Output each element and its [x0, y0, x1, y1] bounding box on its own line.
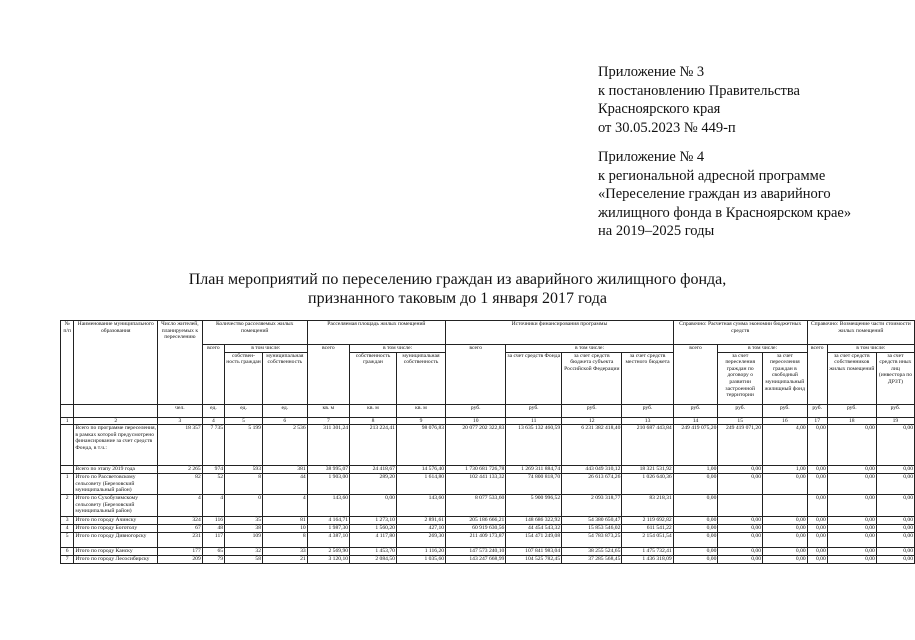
header-finance-total: всего — [446, 345, 506, 405]
table-row — [61, 516, 915, 524]
unit-cell: руб. — [506, 404, 562, 417]
resettlement-plan-table — [60, 320, 915, 564]
table-row — [61, 555, 915, 563]
row-number-cell: 6 — [61, 547, 74, 555]
value-cell: 381 — [262, 466, 307, 474]
value-cell: 0,00 — [763, 474, 808, 495]
value-cell: 83 218,31 — [622, 494, 673, 516]
plan-title — [0, 270, 915, 308]
value-cell: 1 560,20 — [350, 524, 397, 532]
value-cell: 0,00 — [718, 466, 763, 474]
value-cell: 0,00 — [876, 532, 914, 547]
value-cell: 177 — [158, 547, 203, 555]
column-number-cell: 5 — [225, 417, 263, 425]
column-number-cell: 12 — [562, 417, 622, 425]
value-cell: 8 — [225, 474, 263, 495]
value-cell: 148 686 322,92 — [506, 516, 562, 524]
units-row — [61, 404, 915, 417]
value-cell: 1 026 640,36 — [622, 474, 673, 495]
value-cell: 4 — [158, 494, 203, 516]
value-cell: 0,00 — [876, 524, 914, 532]
appendix-4-line: Приложение № 4 — [598, 149, 705, 165]
table-row — [61, 474, 915, 495]
value-cell: 0 — [225, 494, 263, 516]
value-cell: 0,00 — [807, 555, 827, 563]
unit-cell: руб. — [673, 404, 718, 417]
row-number-cell — [61, 466, 74, 474]
value-cell: 1 035,60 — [396, 555, 445, 563]
row-number-cell: 2 — [61, 494, 74, 516]
value-cell: 324 — [158, 516, 203, 524]
header-rooms-total: всего — [202, 345, 224, 405]
unit-cell: руб. — [807, 404, 827, 417]
value-cell: 3 120,10 — [307, 555, 349, 563]
municipality-name-cell: Итого по Сухобузимскому сельсовету (Березовский муниципальный район) — [74, 494, 158, 516]
value-cell: 0,00 — [807, 524, 827, 532]
value-cell: 109 — [225, 532, 263, 547]
value-cell: 0,00 — [673, 524, 718, 532]
value-cell: 0,00 — [807, 474, 827, 495]
appendix-4-line: на 2019–2025 годы — [598, 223, 715, 239]
header-ref1-total: всего — [673, 345, 718, 405]
value-cell: 0,00 — [673, 532, 718, 547]
value-cell: 1 269 311 884,74 — [506, 466, 562, 474]
value-cell — [763, 494, 808, 516]
value-cell: 107 841 983,04 — [506, 547, 562, 555]
value-cell: 0,00 — [673, 474, 718, 495]
value-cell: 2 093 318,77 — [562, 494, 622, 516]
appendix-3-block — [598, 63, 800, 137]
value-cell: 211 409 173,87 — [446, 532, 506, 547]
header-area-total: всего — [307, 345, 349, 405]
value-cell: 44 454 543,32 — [506, 524, 562, 532]
value-cell: 54 380 650,47 — [562, 516, 622, 524]
header-residents: Число жителей, планируемых к переселению — [158, 321, 203, 405]
value-cell: 147 573 240,10 — [446, 547, 506, 555]
value-cell: 0,00 — [827, 466, 876, 474]
value-cell: 0,00 — [763, 532, 808, 547]
row-number-cell: 3 — [61, 516, 74, 524]
value-cell: 0,00 — [827, 425, 876, 466]
value-cell: 249 419 075,20 — [673, 425, 718, 466]
unit-cell: руб. — [827, 404, 876, 417]
value-cell: 289,20 — [350, 474, 397, 495]
value-cell: 1 436 318,09 — [622, 555, 673, 563]
value-cell: 2 154 051,54 — [622, 532, 673, 547]
value-cell: 0,00 — [350, 494, 397, 516]
value-cell: 0,00 — [827, 555, 876, 563]
value-cell: 8 — [262, 532, 307, 547]
appendix-4-line: «Переселение граждан из аварийного — [598, 186, 831, 202]
value-cell: 0,00 — [673, 516, 718, 524]
plan-title-line: План мероприятий по переселению граждан из аварийного жилищного фонда, — [188, 271, 727, 288]
value-cell: 0,00 — [876, 494, 914, 516]
unit-cell: чел. — [158, 404, 203, 417]
table-row — [61, 466, 915, 474]
value-cell: 37 285 568,45 — [562, 555, 622, 563]
value-cell: 82 — [158, 474, 203, 495]
header-econ2: за счет переселения граждан в свободный муниципальный жилищный фонд — [763, 352, 808, 404]
row-number-cell: 4 — [61, 524, 74, 532]
value-cell: 210 687 443,84 — [622, 425, 673, 466]
header-area-municipal: муниципальная собственность — [396, 352, 445, 404]
value-cell: 38 255 524,65 — [562, 547, 622, 555]
value-cell: 154 471 249,08 — [506, 532, 562, 547]
value-cell: 0,00 — [827, 532, 876, 547]
value-cell: 0,00 — [827, 524, 876, 532]
unit-cell — [74, 404, 158, 417]
header-ref2-incl: в том числе: — [827, 345, 914, 353]
header-fund: за счет средств Фонда — [506, 352, 562, 404]
header-area-group: Расселяемая площадь жилых помещений — [307, 321, 445, 345]
value-cell: 38 995,07 — [307, 466, 349, 474]
value-cell: 0,00 — [807, 516, 827, 524]
value-cell: 20 077 202 322,83 — [446, 425, 506, 466]
value-cell: 0,00 — [718, 524, 763, 532]
value-cell: 7 735 — [202, 425, 224, 466]
header-comp1: за счет средств собственников жилых помещений — [827, 352, 876, 404]
column-number-cell: 1 — [61, 417, 74, 425]
value-cell: 0,00 — [673, 555, 718, 563]
value-cell: 205 186 666,21 — [446, 516, 506, 524]
unit-cell — [61, 404, 74, 417]
value-cell: 249 419 071,20 — [718, 425, 763, 466]
value-cell: 593 — [225, 466, 263, 474]
appendix-3-line: к постановлению Правительства — [598, 82, 800, 99]
header-econ1: за счет переселения граждан по договору о развитии застроенной территории — [718, 352, 763, 404]
value-cell: 79 — [202, 555, 224, 563]
value-cell: 14 576,40 — [396, 466, 445, 474]
value-cell: 611 541,22 — [622, 524, 673, 532]
value-cell: 18 357 — [158, 425, 203, 466]
value-cell: 104 525 782,45 — [506, 555, 562, 563]
value-cell: 0,00 — [718, 555, 763, 563]
municipality-name-cell: Итого по городу Ачинску — [74, 516, 158, 524]
row-number-cell: 5 — [61, 532, 74, 547]
value-cell: 1 273,10 — [350, 516, 397, 524]
column-number-cell: 9 — [396, 417, 445, 425]
value-cell: 52 — [202, 474, 224, 495]
value-cell: 0,00 — [807, 547, 827, 555]
header-area-citizens: собственность граждан — [350, 352, 397, 404]
unit-cell: кв. м — [307, 404, 349, 417]
table-row — [61, 547, 915, 555]
municipality-name-cell: Итого по городу Дивногорску — [74, 532, 158, 547]
header-owned-citizens: собствен-ность граждан — [225, 352, 263, 404]
value-cell: 81 — [262, 516, 307, 524]
municipality-name-cell: Всего по этапу 2019 года — [74, 466, 158, 474]
value-cell: 0,00 — [673, 547, 718, 555]
value-cell: 2 569,90 — [307, 547, 349, 555]
column-number-cell: 18 — [827, 417, 876, 425]
value-cell: 1 987,30 — [307, 524, 349, 532]
column-number-cell: 17 — [807, 417, 827, 425]
value-cell: 974 — [202, 466, 224, 474]
appendix-3-line: Красноярского края — [598, 101, 721, 117]
value-cell: 2 084,50 — [350, 555, 397, 563]
appendix-3-line: от 30.05.2023 № 449-п — [598, 119, 736, 136]
unit-cell: ед. — [225, 404, 263, 417]
table-row — [61, 494, 915, 516]
table-row — [61, 532, 915, 547]
value-cell: 58 — [225, 555, 263, 563]
value-cell: 427,10 — [396, 524, 445, 532]
value-cell: 0,00 — [876, 516, 914, 524]
value-cell: 117 — [202, 532, 224, 547]
unit-cell: руб. — [718, 404, 763, 417]
column-number-cell: 4 — [202, 417, 224, 425]
value-cell: 213 224,41 — [350, 425, 397, 466]
value-cell — [718, 494, 763, 516]
value-cell: 5 199 — [225, 425, 263, 466]
value-cell: 1 475 732,41 — [622, 547, 673, 555]
value-cell: 0,00 — [718, 516, 763, 524]
value-cell: 1,00 — [763, 466, 808, 474]
value-cell: 0,00 — [827, 516, 876, 524]
unit-cell: руб. — [876, 404, 914, 417]
table-row — [61, 425, 915, 466]
column-number-cell: 8 — [350, 417, 397, 425]
column-number-cell: 2 — [74, 417, 158, 425]
plan-title-line: признанного таковым до 1 января 2017 года — [308, 290, 607, 307]
header-rooms-incl: в том числе: — [225, 345, 308, 353]
value-cell: 4,00 — [763, 425, 808, 466]
header-finance-incl: в том числе: — [506, 345, 673, 353]
appendix-4-line: жилищного фонда в Красноярском крае» — [598, 204, 852, 221]
value-cell: 67 — [158, 524, 203, 532]
value-cell: 0,00 — [763, 524, 808, 532]
column-number-cell: 13 — [622, 417, 673, 425]
value-cell: 24 418,67 — [350, 466, 397, 474]
value-cell: 8 077 533,60 — [446, 494, 506, 516]
column-number-cell: 19 — [876, 417, 914, 425]
unit-cell: ед. — [262, 404, 307, 417]
value-cell: 26 613 674,26 — [562, 474, 622, 495]
value-cell: 6 231 382 418,40 — [562, 425, 622, 466]
value-cell: 48 — [202, 524, 224, 532]
column-number-cell: 16 — [763, 417, 808, 425]
value-cell: 44 — [262, 474, 307, 495]
unit-cell: руб. — [562, 404, 622, 417]
value-cell: 0,00 — [718, 547, 763, 555]
column-number-cell: 6 — [262, 417, 307, 425]
value-cell: 0,00 — [827, 494, 876, 516]
value-cell: 38 — [225, 524, 263, 532]
row-number-cell: 1 — [61, 474, 74, 495]
value-cell: 4 164,71 — [307, 516, 349, 524]
municipality-name-cell: Итого по городу Канску — [74, 547, 158, 555]
unit-cell: руб. — [763, 404, 808, 417]
header-name: Наименование муниципального образования — [74, 321, 158, 405]
value-cell: 74 800 818,70 — [506, 474, 562, 495]
value-cell: 4 — [262, 494, 307, 516]
value-cell: 0,00 — [807, 425, 827, 466]
value-cell: 60 919 630,56 — [446, 524, 506, 532]
unit-cell: кв. м — [350, 404, 397, 417]
column-number-cell: 10 — [446, 417, 506, 425]
value-cell: 0,00 — [876, 474, 914, 495]
unit-cell: руб. — [622, 404, 673, 417]
column-numbers-row — [61, 417, 915, 425]
value-cell: 116 — [202, 516, 224, 524]
value-cell: 0,00 — [807, 466, 827, 474]
header-comp2: за счет средств иных лиц (инвестора по ДРЗТ) — [876, 352, 914, 404]
value-cell: 5 900 996,52 — [506, 494, 562, 516]
value-cell: 2 119 692,82 — [622, 516, 673, 524]
value-cell: 143,60 — [396, 494, 445, 516]
value-cell: 4 — [202, 494, 224, 516]
value-cell: 102 441 133,32 — [446, 474, 506, 495]
value-cell: 4 387,10 — [307, 532, 349, 547]
table-row — [61, 524, 915, 532]
header-rooms-group: Количество расселяемых жилых помещений — [202, 321, 307, 345]
value-cell: 2 536 — [262, 425, 307, 466]
header-municipal: муниципальная собственность — [262, 352, 307, 404]
row-number-cell — [61, 425, 74, 466]
value-cell: 231 — [158, 532, 203, 547]
value-cell: 0,00 — [807, 532, 827, 547]
value-cell: 4 117,80 — [350, 532, 397, 547]
value-cell: 0,00 — [763, 547, 808, 555]
value-cell: 0,00 — [763, 516, 808, 524]
header-regional: за счет средств бюджета субъекта Российской Федерации — [562, 352, 622, 404]
unit-cell: руб. — [446, 404, 506, 417]
header-area-incl: в том числе: — [350, 345, 446, 353]
municipality-name-cell: Итого по городу Лесосибирску — [74, 555, 158, 563]
value-cell: 1 614,80 — [396, 474, 445, 495]
value-cell: 13 635 132 460,59 — [506, 425, 562, 466]
value-cell: 0,00 — [807, 494, 827, 516]
unit-cell: ед. — [202, 404, 224, 417]
header-finance-group: Источники финансирования программы — [446, 321, 674, 345]
value-cell: 18 321 531,92 — [622, 466, 673, 474]
header-ref2-total: всего — [807, 345, 827, 405]
value-cell: 0,00 — [876, 547, 914, 555]
value-cell: 54 783 873,25 — [562, 532, 622, 547]
appendix-3-line: Приложение № 3 — [598, 64, 705, 80]
column-number-cell: 14 — [673, 417, 718, 425]
value-cell: 1 730 681 726,78 — [446, 466, 506, 474]
unit-cell: кв. м — [396, 404, 445, 417]
value-cell: 0,00 — [718, 532, 763, 547]
value-cell: 98 076,83 — [396, 425, 445, 466]
column-number-cell: 3 — [158, 417, 203, 425]
value-cell: 65 — [202, 547, 224, 555]
value-cell: 209 — [158, 555, 203, 563]
appendix-4-block — [598, 148, 851, 241]
municipality-name-cell: Итого по городу Боготолу — [74, 524, 158, 532]
value-cell: 21 — [262, 555, 307, 563]
header-local: за счет средств местного бюджета — [622, 352, 673, 404]
value-cell: 1 453,70 — [350, 547, 397, 555]
value-cell: 0,00 — [827, 474, 876, 495]
column-number-cell: 15 — [718, 417, 763, 425]
header-ref1-incl: в том числе: — [718, 345, 807, 353]
value-cell: 2 891,61 — [396, 516, 445, 524]
header-ref2-group: Справочно: Возмещение части стоимости жилых помещений — [807, 321, 914, 345]
header-num: № п/п — [61, 321, 74, 405]
value-cell: 33 — [262, 547, 307, 555]
municipality-name-cell: Итого по Рассветовскому сельсовету (Березовский муниципальный район) — [74, 474, 158, 495]
value-cell: 0,00 — [763, 555, 808, 563]
value-cell: 35 — [225, 516, 263, 524]
value-cell: 0,00 — [827, 547, 876, 555]
value-cell: 1,00 — [673, 466, 718, 474]
value-cell: 15 853 546,02 — [562, 524, 622, 532]
value-cell: 311 301,24 — [307, 425, 349, 466]
value-cell: 443 049 310,12 — [562, 466, 622, 474]
header-ref1-group: Справочно: Расчетная сумма экономии бюджетных средств — [673, 321, 807, 345]
value-cell: 10 — [262, 524, 307, 532]
value-cell: 143,60 — [307, 494, 349, 516]
appendix-4-line: к региональной адресной программе — [598, 167, 826, 184]
value-cell: 1 903,00 — [307, 474, 349, 495]
value-cell: 0,00 — [673, 494, 718, 516]
value-cell: 1 116,20 — [396, 547, 445, 555]
municipality-name-cell: Всего по программе переселения, в рамках которой предусмотрено финансирование за счет средств Фонда, в т.ч.: — [74, 425, 158, 466]
value-cell: 2 265 — [158, 466, 203, 474]
value-cell: 143 247 668,99 — [446, 555, 506, 563]
value-cell: 269,30 — [396, 532, 445, 547]
value-cell: 0,00 — [876, 555, 914, 563]
value-cell: 32 — [225, 547, 263, 555]
value-cell: 0,00 — [718, 474, 763, 495]
column-number-cell: 7 — [307, 417, 349, 425]
row-number-cell: 7 — [61, 555, 74, 563]
column-number-cell: 11 — [506, 417, 562, 425]
value-cell: 0,00 — [876, 425, 914, 466]
value-cell: 0,00 — [876, 466, 914, 474]
